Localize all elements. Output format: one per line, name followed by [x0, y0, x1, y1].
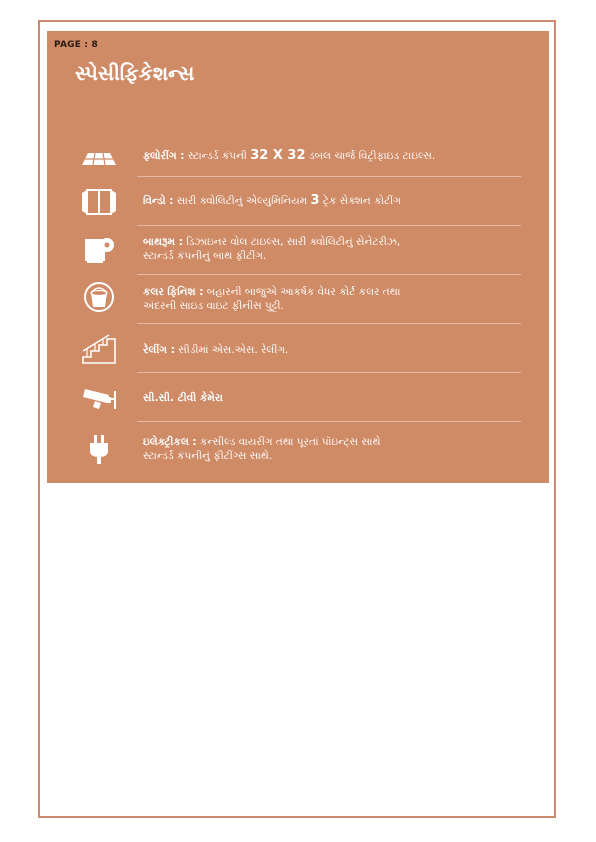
- divider: [137, 225, 521, 226]
- spec-size: 3: [310, 193, 320, 208]
- spec-heading: બાથરૂમ :: [143, 236, 183, 248]
- specifications-panel: [47, 31, 549, 483]
- staircase-railing-icon: [79, 333, 119, 365]
- spec-text-line2: સ્ટાન્ડર્ડ કંપનીનું ફીટીંગ્સ સાથે.: [143, 450, 273, 462]
- electric-plug-icon: [79, 433, 119, 465]
- divider: [137, 274, 521, 275]
- spec-text-line2: સ્ટાન્ડર્ડ કંપનીનું બાથ ફીટીંગ.: [143, 250, 267, 262]
- spec-text: સ્ટાન્ડર્ડ કંપની: [184, 150, 251, 162]
- page-title: સ્પેસીફિકેશન્સ: [75, 61, 195, 85]
- window-icon: [79, 186, 119, 218]
- spec-heading: રેલીંગ :: [143, 344, 175, 356]
- spec-heading: કલર ફિનિશ :: [143, 286, 204, 298]
- spec-text-end: ડબલ ચાર્જ વિટ્રીફાઇડ ટાઇલ્સ.: [305, 150, 436, 162]
- spec-heading: વિન્ડો :: [143, 195, 174, 207]
- spec-text: સીડીમાં એસ.એસ. રેલીંગ.: [174, 344, 289, 356]
- spec-size: 32 X 32: [250, 148, 306, 163]
- spec-text: સારી ક્વોલિટીનું એલ્યુમિનિયમ: [173, 195, 311, 207]
- paint-bucket-icon: [79, 281, 119, 313]
- spec-text: બહારની બાજુએ આકર્ષક વેધર કોર્ટ કલર તથા: [203, 286, 401, 298]
- spec-text-end: ટ્રેક સેક્શન કોટીંગ: [319, 195, 401, 207]
- divider: [137, 176, 521, 177]
- cctv-camera-icon: [79, 381, 119, 413]
- spec-heading: સી.સી. ટીવી કેમેરા: [143, 392, 223, 404]
- spec-heading: ઇલેક્ટ્રીકલ :: [143, 436, 197, 448]
- divider: [137, 323, 521, 324]
- divider: [137, 421, 521, 422]
- spec-heading: ફ્લોરીંગ :: [143, 150, 185, 162]
- spec-text: કન્સીલ્ડ વાયરીંગ તથા પૂરતાં પૉઇન્ટ્સ સાથે: [196, 436, 381, 448]
- bathroom-icon: [79, 233, 119, 265]
- spec-text: ડિઝાઇનર વોલ ટાઇલ્સ, સારી ક્વોલિટીનું સેનેટરીઝ,: [182, 236, 401, 248]
- floor-tiles-icon: [79, 143, 119, 175]
- page-number: PAGE : 8: [54, 40, 98, 50]
- divider: [137, 372, 521, 373]
- spec-text-line2: અંદરની સાઇડ વાઇટ ફીનીસ પુટ્ટી.: [143, 300, 284, 312]
